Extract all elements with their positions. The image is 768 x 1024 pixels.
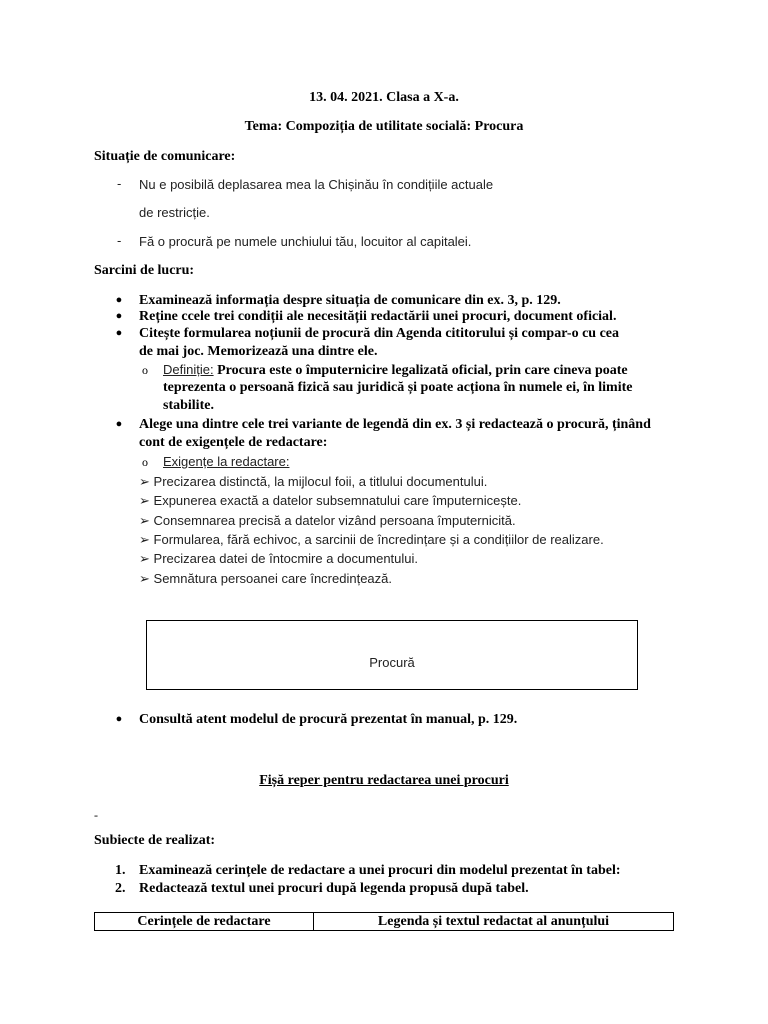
situation-heading: Situație de comunicare: [94,149,236,164]
exigence-item: ➢ Expunerea exactă a datelor subsemnatului care împuternicește. [139,493,522,508]
task-item: Reține ccele trei condiții ale necesității redactării unei procuri, document oficial. [139,309,617,324]
bullet-icon: ● [115,327,123,339]
definition-line3: stabilite. [163,398,214,413]
procura-box [146,620,638,690]
list-number: 2. [115,881,126,896]
task-item-line2: de mai joc. Memorizează una dintre ele. [139,344,378,359]
subject-item: Examinează cerințele de redactare a unei procuri din modelul prezentat în tabel: [139,863,621,878]
exigence-item: ➢ Consemnarea precisă a datelor vizând persoana împuternicită. [139,513,516,528]
arrow-bullet-icon: ➢ [139,474,150,489]
arrow-bullet-icon: ➢ [139,532,150,547]
exigence-item: ➢ Formularea, fără echivoc, a sarcinii de încredințare și a condițiilor de realizare. [139,532,604,547]
definition-text: Procura este o împuternicire legalizată oficial, prin care cineva poate [217,363,628,378]
table-header-row [95,913,674,931]
sub-bullet-icon: o [142,363,148,377]
date-class-line: 13. 04. 2021. Clasa a X-a. [309,90,459,105]
dash-marker: - [117,233,122,248]
procura-box-label: Procură [369,655,415,670]
bullet-icon: ● [115,418,123,430]
consult-item: Consultă atent modelul de procură prezentat în manual, p. 129. [139,712,518,727]
arrow-bullet-icon: ➢ [139,551,150,566]
exigences-label: Exigențe la redactare: [163,454,290,469]
exigence-item: ➢ Precizarea distinctă, la mijlocul foii, a titlului documentului. [139,474,488,489]
task-item: Examinează informația despre situația de comunicare din ex. 3, p. 129. [139,293,561,308]
arrow-bullet-icon: ➢ [139,513,150,528]
arrow-bullet-icon: ➢ [139,571,150,586]
bullet-icon: ● [115,294,123,306]
sub-bullet-icon: o [142,455,148,469]
task-item-line1: Citește formularea noțiunii de procură din Agenda cititorului și compar-o cu cea [139,326,619,341]
definition-label: Definiție: [163,362,214,377]
situation-item: Fă o procură pe numele unchiului tău, locuitor al capitalei. [139,234,472,249]
bullet-icon: ● [115,310,123,322]
situation-item: Nu e posibilă deplasarea mea la Chișinău în condițiile actuale [139,177,494,192]
task-item-line1: Alege una dintre cele trei variante de legendă din ex. 3 și redactează o procură, ținând [139,417,651,432]
subject-item: Redactează textul unei procuri după legenda propusă după tabel. [139,881,529,896]
exigence-item: ➢ Precizarea datei de întocmire a documentului. [139,551,419,566]
definition-line1 [163,361,628,380]
theme-title: Tema: Compoziția de utilitate socială: Procura [244,119,524,134]
arrow-bullet-icon: ➢ [139,493,150,508]
tasks-heading: Sarcini de lucru: [94,263,195,278]
situation-item: de restricție. [139,205,210,220]
dash-marker: - [94,808,98,822]
subjects-heading: Subiecte de realizat: [94,833,216,848]
dash-marker: - [117,176,122,191]
exigence-item: ➢ Semnătura persoanei care încredințează. [139,571,393,586]
requirements-table [94,912,674,931]
task-item-line2: cont de exigențele de redactare: [139,435,328,450]
list-number: 1. [115,863,126,878]
fisa-title: Fișă reper pentru redactarea unei procuri [259,773,509,788]
bullet-icon: ● [115,713,123,725]
definition-line2: teprezenta o persoană fizică sau juridică și poate acționa în numele ei, în limite [163,380,633,395]
table-header-cell: Legenda și textul redactat al anunțului [314,913,674,931]
table-header-cell: Cerințele de redactare [95,913,314,931]
